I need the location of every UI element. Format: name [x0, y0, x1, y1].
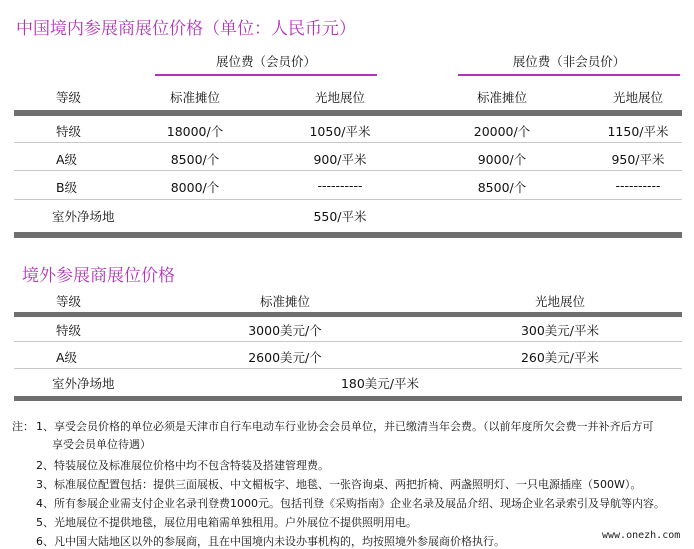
table-cell: 260美元/平米: [520, 350, 600, 365]
row-divider: [14, 170, 682, 171]
table-cell: ----------: [317, 178, 363, 193]
col-header-member-standard: 标准摊位: [169, 90, 220, 105]
col-header-member-raw: 光地展位: [314, 90, 365, 105]
table-cell: 9000/个: [477, 152, 527, 167]
outdoor-label: 室外净场地: [52, 376, 115, 391]
table-cell: 8500/个: [170, 152, 220, 167]
table-cell: 900/平米: [313, 152, 367, 167]
table-cell: 20000/个: [473, 124, 531, 139]
section-end-bar: [14, 396, 682, 401]
col-header-grade: 等级: [56, 90, 82, 105]
row-divider: [14, 199, 682, 200]
foreign-title: 境外参展商展位价格: [22, 266, 175, 286]
note-item: 4、所有参展企业需支付企业名录刊登费1000元。包括刊登《采购指南》企业名录及展品介绍、现场企业名录索引及导航等内容。: [36, 497, 665, 510]
domestic-title: 中国境内参展商展位价格（单位：人民币元）: [16, 19, 356, 39]
group-underline-nonmember: [458, 74, 680, 76]
col-header-standard: 标准摊位: [259, 294, 310, 309]
notes-prefix: 注：: [12, 420, 34, 433]
table-cell: 8500/个: [477, 180, 527, 195]
table-cell: 950/平米: [611, 152, 665, 167]
table-row-grade: 特级: [56, 323, 82, 338]
row-divider: [14, 368, 682, 369]
row-divider: [14, 341, 682, 342]
note-item: 享受会员单位待遇）: [52, 438, 151, 451]
col-header-grade: 等级: [56, 294, 82, 309]
outdoor-value: 180美元/平米: [340, 376, 420, 391]
note-item: 5、光地展位不提供地毯，展位用电箱需单独租用。户外展位不提供照明用电。: [36, 516, 417, 529]
col-header-nonmember-standard: 标准摊位: [476, 90, 527, 105]
group-header-member: 展位费（会员价）: [215, 54, 316, 69]
table-cell: 1050/平米: [309, 124, 371, 139]
outdoor-value: 550/平米: [313, 209, 367, 224]
col-header-nonmember-raw: 光地展位: [612, 90, 663, 105]
table-cell: 1150/平米: [607, 124, 669, 139]
table-cell: ----------: [615, 178, 661, 193]
note-item: 2、特装展位及标准展位价格中均不包含特装及搭建管理费。: [36, 459, 329, 472]
note-item: 1、享受会员价格的单位必须是天津市自行车电动车行业协会会员单位，并已缴清当年会费。（以前年度所欠会费一并补齐后方可: [36, 420, 654, 433]
table-row-grade: A级: [56, 350, 78, 365]
col-header-raw: 光地展位: [534, 294, 585, 309]
table-cell: 2600美元/个: [248, 350, 322, 365]
table-cell: 3000美元/个: [248, 323, 322, 338]
watermark: www.onezh.com: [602, 530, 681, 541]
note-item: 6、凡中国大陆地区以外的参展商，且在中国境内未设办事机构的，均按照境外参展商价格执行。: [36, 535, 505, 548]
table-row-grade: A级: [56, 152, 78, 167]
group-header-nonmember: 展位费（非会员价）: [512, 54, 626, 69]
table-row-grade: 特级: [56, 124, 82, 139]
header-divider-bar: [14, 312, 682, 317]
outdoor-label: 室外净场地: [52, 209, 115, 224]
table-cell: 18000/个: [166, 124, 224, 139]
section-end-bar: [14, 232, 682, 238]
group-underline-member: [155, 74, 377, 76]
table-cell: 8000/个: [170, 180, 220, 195]
header-divider-bar: [14, 110, 682, 116]
table-row-grade: B级: [56, 180, 78, 195]
row-divider: [14, 142, 682, 143]
table-cell: 300美元/平米: [520, 323, 600, 338]
note-item: 3、标准展位配置包括：提供三面展板、中文楣板字、地毯、一张咨询桌、两把折椅、两盏照明灯、一只电源插座（500W）。: [36, 478, 642, 491]
